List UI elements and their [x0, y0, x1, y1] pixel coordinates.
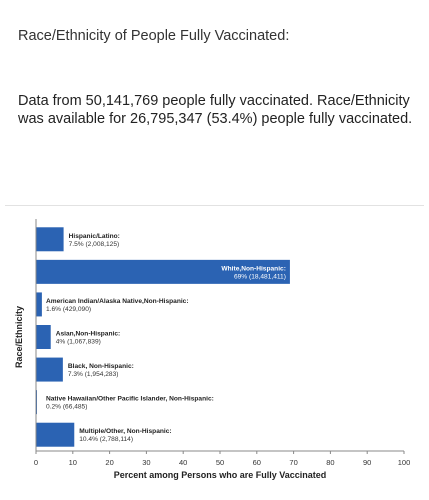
x-tick-label-7: 70 [289, 458, 298, 467]
x-tick-label-9: 90 [363, 458, 372, 467]
bar-4 [36, 358, 63, 382]
bar-category-label-5: Native Hawaiian/Other Pacific Islander, Non-Hispanic: [46, 395, 214, 403]
bar-category-label-3: Asian,Non-Hispanic: [55, 330, 121, 338]
bar-value-label-1: 69% (18,481,411) [233, 273, 286, 281]
x-tick-label-0: 0 [33, 458, 39, 467]
bar-value-label-4: 7.3% (1,954,283) [67, 371, 119, 379]
x-tick-label-10: 100 [397, 458, 411, 467]
x-tick-label-8: 80 [326, 458, 335, 467]
x-tick-label-4: 40 [179, 458, 188, 467]
race-ethnicity-bar-chart [5, 206, 424, 498]
bar-0 [36, 227, 64, 251]
vaccination-summary: Data from 50,141,769 people fully vaccinated. Race/Ethnicity was available for 26,795,347 (53.4%) people fully vaccinated. [18, 93, 413, 127]
x-tick-label-6: 60 [252, 458, 261, 467]
bar-category-label-1: White,Non-Hispanic: [221, 265, 286, 273]
bar-value-label-6: 10.4% (2,788,114) [79, 436, 134, 444]
bar-category-label-6: Multiple/Other, Non-Hispanic: [79, 428, 172, 436]
bar-category-label-2: American Indian/Alaska Native,Non-Hispanic: [46, 297, 189, 305]
page-heading: Race/Ethnicity of People Fully Vaccinated: [18, 28, 290, 44]
bar-category-label-4: Black, Non-Hispanic: [67, 363, 134, 371]
x-axis-title: Percent among Persons who are Fully Vaccinated [113, 470, 327, 480]
bar-3 [36, 325, 51, 349]
bar-6 [36, 423, 74, 447]
bar-2 [36, 292, 42, 316]
x-tick-label-5: 50 [215, 458, 225, 467]
chart-container [5, 205, 424, 498]
x-tick-label-2: 20 [105, 458, 114, 467]
x-tick-label-1: 10 [68, 458, 77, 467]
x-tick-label-3: 30 [142, 458, 151, 467]
y-axis-title: Race/Ethnicity [14, 305, 24, 369]
bar-value-label-0: 7.5% (2,008,125) [68, 240, 120, 248]
bar-category-label-0: Hispanic/Latino: [68, 232, 120, 240]
bar-value-label-3: 4% (1,067,839) [55, 338, 101, 346]
bar-value-label-5: 0.2% (66,485) [46, 403, 88, 411]
bar-value-label-2: 1.6% (429,090) [46, 305, 92, 313]
